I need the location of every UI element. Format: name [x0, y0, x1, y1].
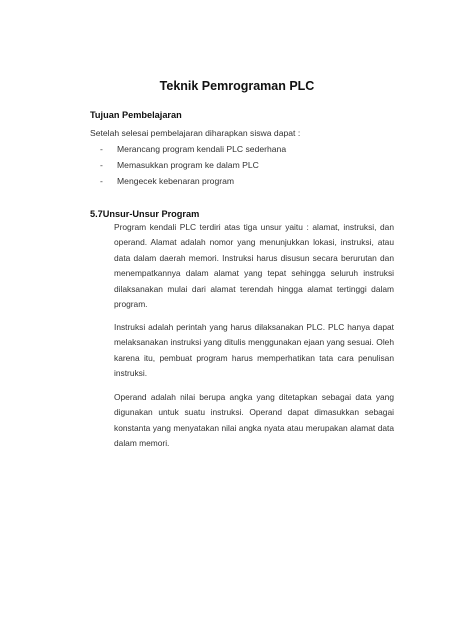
list-item — [100, 144, 286, 160]
list-bullet: - — [100, 176, 103, 186]
list-item-text: Mengecek kebenaran program — [117, 176, 235, 186]
list-item-text: Memasukkan program ke dalam PLC — [117, 160, 259, 170]
paragraph: Program kendali PLC terdiri atas tiga unsur yaitu : alamat, instruksi, dan operand. Alamat adalah nomor yang menunjukkan lokasi, instruksi, atau data dalam daerah memori. Instruksi harus disusun secara berurutan dan menempatkannya dalam alamat yang tepat sehingga seluruh instruksi dilaksanakan mulai dari alamat terendah hingga alamat tertinggi dalam program. — [114, 222, 394, 310]
objectives-list — [100, 144, 286, 192]
list-item — [100, 160, 286, 176]
list-bullet: - — [100, 160, 103, 170]
list-bullet: - — [100, 144, 103, 154]
paragraph: Instruksi adalah perintah yang harus dilaksanakan PLC. PLC hanya dapat melaksanakan instruksi yang ditulis menggunakan ejaan yang sesuai. Oleh karena itu, pembuat program harus memperhatikan tata cara penulisan instruksi. — [114, 322, 394, 379]
section-heading: 5.7Unsur-Unsur Program — [90, 209, 200, 219]
page-title: Teknik Pemrograman PLC — [159, 79, 315, 93]
list-item-text: Merancang program kendali PLC sederhana — [117, 144, 287, 154]
objectives-intro: Setelah selesai pembelajaran diharapkan siswa dapat : — [90, 128, 301, 138]
objectives-heading: Tujuan Pembelajaran — [90, 110, 182, 120]
list-item — [100, 176, 286, 192]
paragraph: Operand adalah nilai berupa angka yang ditetapkan sebagai data yang digunakan untuk suatu instruksi. Operand dapat dimasukkan sebagai konstanta yang menyatakan nilai angka nyata atau merupakan alamat data dalam memori. — [114, 392, 394, 449]
